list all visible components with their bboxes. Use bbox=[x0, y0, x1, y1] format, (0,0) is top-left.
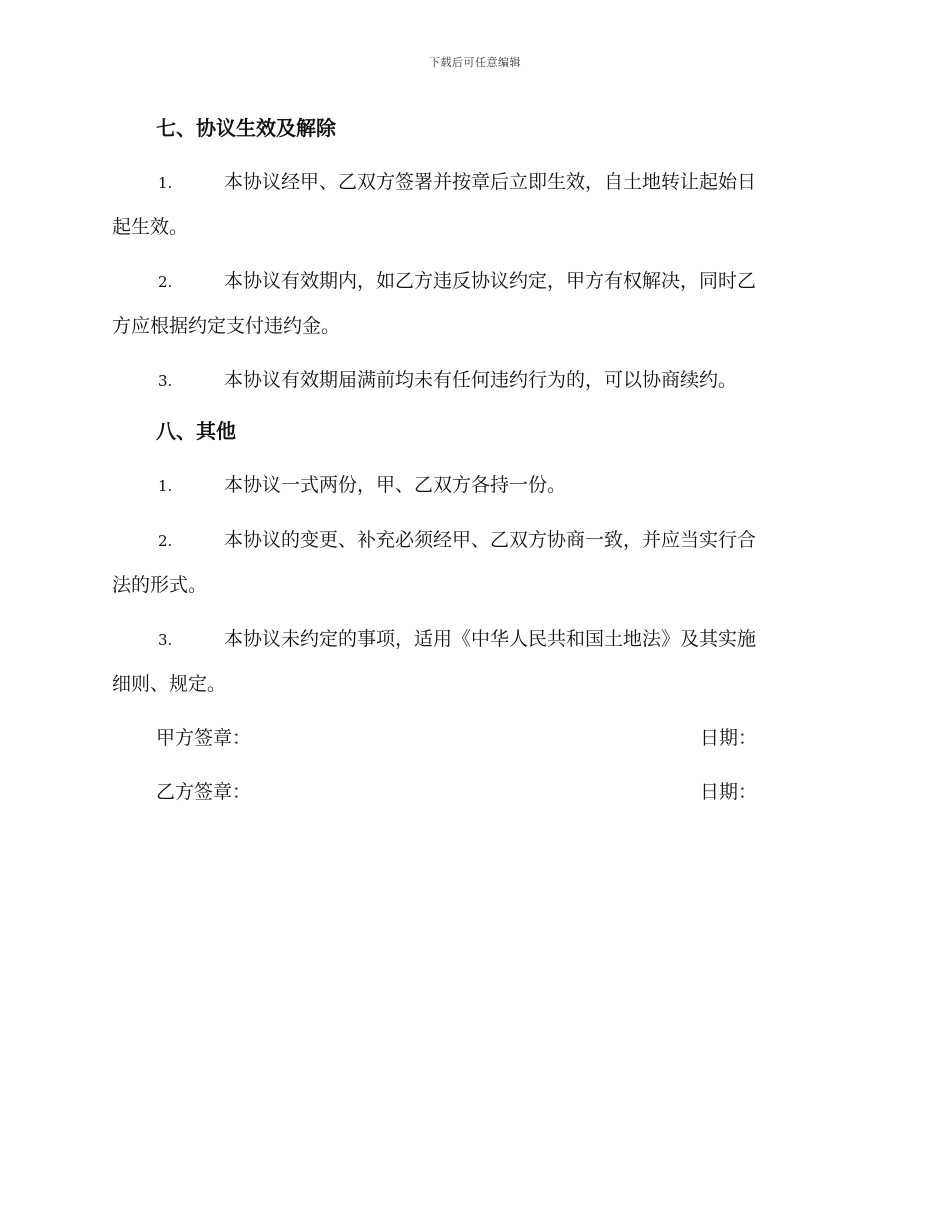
header-note: 下载后可任意编辑 bbox=[429, 56, 521, 69]
party-b-signature-row bbox=[112, 770, 834, 814]
section-8-item-3 bbox=[112, 617, 834, 706]
section-8-item-2 bbox=[112, 518, 834, 607]
section-8-heading: 八、其他 bbox=[156, 419, 236, 443]
item-text-line-1: 本协议未约定的事项，适用《中华人民共和国土地法》及其实施 bbox=[224, 628, 757, 650]
item-text-line-1: 本协议一式两份，甲、乙双方各持一份。 bbox=[224, 474, 567, 496]
section-7-item-1 bbox=[112, 160, 834, 249]
party-a-signature-label: 甲方签章： bbox=[156, 727, 252, 749]
party-a-date-label: 日期： bbox=[700, 727, 758, 749]
item-text-line-1: 本协议有效期内，如乙方违反协议约定，甲方有权解决，同时乙 bbox=[224, 270, 757, 292]
item-text-line-2: 方应根据约定支付违约金。 bbox=[112, 315, 341, 337]
section-7-heading: 七、协议生效及解除 bbox=[156, 116, 336, 140]
party-b-date-label: 日期： bbox=[700, 781, 758, 803]
party-a-signature-row bbox=[112, 716, 834, 760]
section-7-item-2 bbox=[112, 259, 834, 348]
item-number: 1. bbox=[158, 477, 173, 495]
item-text-line-2: 起生效。 bbox=[112, 216, 189, 238]
item-text-line-1: 本协议经甲、乙双方签署并按章后立即生效，自土地转让起始日 bbox=[224, 171, 757, 193]
item-text-line-1: 本协议的变更、补充必须经甲、乙双方协商一致，并应当实行合 bbox=[224, 529, 757, 551]
section-7-item-3 bbox=[112, 358, 834, 403]
party-b-signature-label: 乙方签章： bbox=[156, 781, 252, 803]
item-text-line-2: 法的形式。 bbox=[112, 574, 208, 596]
item-number: 3. bbox=[158, 631, 173, 649]
section-8-item-1 bbox=[112, 463, 834, 508]
item-text-line-2: 细则、规定。 bbox=[112, 673, 227, 695]
item-number: 2. bbox=[158, 532, 173, 550]
item-number: 1. bbox=[158, 174, 173, 192]
item-number: 3. bbox=[158, 372, 173, 390]
item-text-line-1: 本协议有效期届满前均未有任何违约行为的，可以协商续约。 bbox=[224, 369, 738, 391]
item-number: 2. bbox=[158, 273, 173, 291]
document-body bbox=[112, 110, 834, 824]
